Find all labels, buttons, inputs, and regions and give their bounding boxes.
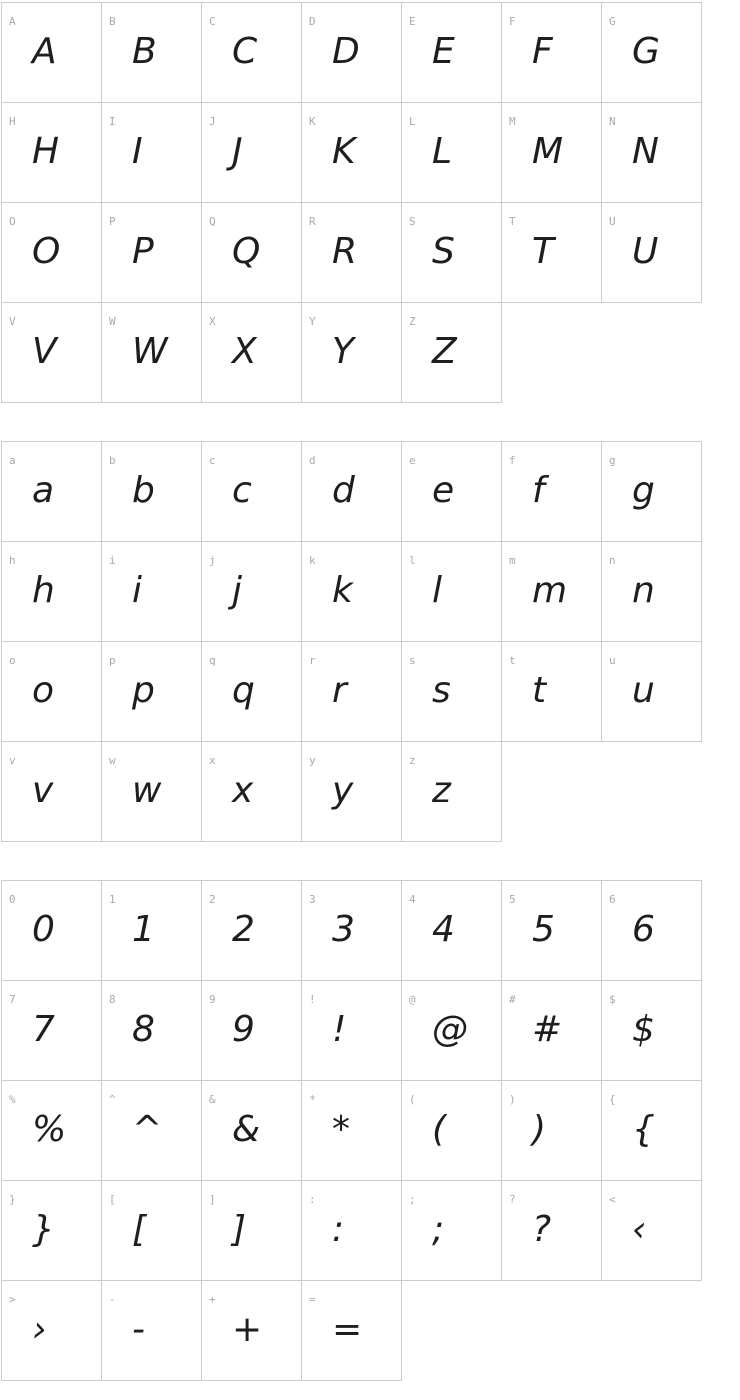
char-code-label: % — [9, 1093, 16, 1106]
char-code-label: f — [509, 454, 516, 467]
char-glyph: H — [32, 130, 60, 172]
char-code-label: 3 — [309, 893, 316, 906]
char-code-label: 9 — [209, 993, 216, 1006]
char-code-label: h — [9, 554, 16, 567]
char-code-label: z — [409, 754, 416, 767]
char-code-label: y — [309, 754, 316, 767]
char-glyph: o — [32, 669, 55, 711]
char-code-label: K — [309, 115, 316, 128]
charmap-row — [2, 3, 702, 103]
char-cell — [602, 1081, 702, 1181]
char-cell — [2, 1181, 102, 1281]
lowercase-letters-table — [1, 441, 702, 842]
char-cell — [602, 542, 702, 642]
char-glyph: p — [132, 669, 155, 711]
char-cell — [502, 442, 602, 542]
char-glyph: 6 — [632, 908, 655, 950]
char-code-label: W — [109, 315, 116, 328]
char-code-label: r — [309, 654, 316, 667]
char-glyph: + — [232, 1308, 263, 1350]
char-cell — [2, 881, 102, 981]
char-glyph: ] — [232, 1208, 247, 1250]
char-cell — [2, 442, 102, 542]
charmap-row — [2, 442, 702, 542]
char-code-label: Z — [409, 315, 416, 328]
char-code-label: q — [209, 654, 216, 667]
charmap-row — [2, 103, 702, 203]
char-code-label: ( — [409, 1093, 416, 1106]
char-code-label: d — [309, 454, 316, 467]
char-code-label: n — [609, 554, 616, 567]
char-code-label: V — [9, 315, 16, 328]
char-cell — [502, 1081, 602, 1181]
char-cell — [502, 881, 602, 981]
char-cell — [502, 103, 602, 203]
char-cell — [302, 542, 402, 642]
char-code-label: G — [609, 15, 616, 28]
char-cell — [402, 3, 502, 103]
char-code-label: X — [209, 315, 216, 328]
char-cell — [302, 1281, 402, 1381]
char-cell — [302, 303, 402, 403]
char-code-label: k — [309, 554, 316, 567]
char-glyph: U — [632, 230, 659, 272]
char-cell — [202, 542, 302, 642]
char-cell — [2, 203, 102, 303]
char-glyph: s — [432, 669, 451, 711]
char-code-label: a — [9, 454, 16, 467]
char-code-label: w — [109, 754, 116, 767]
char-glyph: Z — [432, 330, 457, 372]
char-cell — [302, 1081, 402, 1181]
char-glyph: Y — [332, 330, 354, 372]
char-cell — [602, 103, 702, 203]
char-glyph: & — [232, 1108, 261, 1150]
char-cell — [402, 203, 502, 303]
char-code-label: 5 — [509, 893, 516, 906]
char-code-label: 7 — [9, 993, 16, 1006]
char-code-label: > — [9, 1293, 16, 1306]
char-glyph: J — [232, 130, 243, 172]
char-glyph: t — [532, 669, 547, 711]
char-code-label: x — [209, 754, 216, 767]
char-cell — [502, 203, 602, 303]
char-cell — [602, 881, 702, 981]
char-code-label: 4 — [409, 893, 416, 906]
char-glyph: M — [532, 130, 564, 172]
char-cell — [202, 981, 302, 1081]
char-code-label: Y — [309, 315, 316, 328]
char-code-label: b — [109, 454, 116, 467]
char-glyph: ) — [532, 1108, 547, 1150]
char-cell — [302, 642, 402, 742]
char-cell — [202, 642, 302, 742]
char-cell — [202, 103, 302, 203]
char-cell — [102, 1081, 202, 1181]
charmap-row — [2, 981, 702, 1081]
char-code-label: ; — [409, 1193, 416, 1206]
charmap-row — [2, 542, 702, 642]
char-glyph: R — [332, 230, 358, 272]
char-glyph: P — [132, 230, 154, 272]
char-code-label: 0 — [9, 893, 16, 906]
char-cell — [402, 542, 502, 642]
char-glyph: I — [132, 130, 143, 172]
char-cell — [202, 1081, 302, 1181]
char-cell — [102, 1281, 202, 1381]
char-code-label: P — [109, 215, 116, 228]
char-code-label: l — [409, 554, 416, 567]
char-code-label: $ — [609, 993, 616, 1006]
char-code-label: [ — [109, 1193, 116, 1206]
char-cell — [402, 981, 502, 1081]
char-cell — [302, 442, 402, 542]
char-glyph: { — [632, 1108, 655, 1150]
char-code-label: t — [509, 654, 516, 667]
char-cell — [602, 203, 702, 303]
char-glyph: 5 — [532, 908, 555, 950]
char-cell — [102, 203, 202, 303]
char-glyph: B — [132, 30, 157, 72]
char-code-label: 1 — [109, 893, 116, 906]
char-glyph: g — [632, 469, 655, 511]
char-cell — [302, 881, 402, 981]
char-glyph: ‹ — [632, 1208, 647, 1250]
char-code-label: Q — [209, 215, 216, 228]
char-glyph: y — [332, 769, 354, 811]
char-glyph: m — [532, 569, 568, 611]
char-glyph: D — [332, 30, 360, 72]
char-cell — [402, 442, 502, 542]
char-cell — [102, 642, 202, 742]
char-glyph: f — [532, 469, 545, 511]
char-code-label: * — [309, 1093, 316, 1106]
char-glyph: 1 — [132, 908, 155, 950]
charmap-row — [2, 742, 702, 842]
char-code-label: 2 — [209, 893, 216, 906]
char-glyph: G — [632, 30, 660, 72]
char-glyph: L — [432, 130, 453, 172]
char-cell — [302, 3, 402, 103]
char-cell — [202, 1281, 302, 1381]
char-code-label: S — [409, 215, 416, 228]
char-glyph: * — [332, 1108, 350, 1150]
char-cell — [202, 303, 302, 403]
char-code-label: @ — [409, 993, 416, 1006]
charmap-row — [2, 303, 702, 403]
char-cell — [502, 642, 602, 742]
char-cell — [302, 981, 402, 1081]
char-glyph: 7 — [32, 1008, 55, 1050]
char-glyph: j — [232, 569, 243, 611]
char-glyph: x — [232, 769, 254, 811]
char-code-label: U — [609, 215, 616, 228]
char-cell — [502, 1181, 602, 1281]
char-glyph: - — [132, 1308, 145, 1350]
char-cell — [402, 642, 502, 742]
char-glyph: 4 — [432, 908, 455, 950]
char-glyph: } — [32, 1208, 55, 1250]
char-code-label: : — [309, 1193, 316, 1206]
char-cell — [402, 742, 502, 842]
char-glyph: K — [332, 130, 356, 172]
char-code-label: i — [109, 554, 116, 567]
char-code-label: + — [209, 1293, 216, 1306]
char-glyph: q — [232, 669, 255, 711]
char-cell — [102, 303, 202, 403]
char-code-label: { — [609, 1093, 616, 1106]
char-glyph: : — [332, 1208, 345, 1250]
char-code-label: J — [209, 115, 216, 128]
char-glyph: V — [32, 330, 57, 372]
charmap-row — [2, 1181, 702, 1281]
char-cell — [202, 3, 302, 103]
charmap-row — [2, 203, 702, 303]
char-cell — [402, 103, 502, 203]
char-code-label: C — [209, 15, 216, 28]
charmap-row — [2, 881, 702, 981]
char-glyph: b — [132, 469, 155, 511]
char-code-label: ^ — [109, 1093, 116, 1106]
char-cell — [202, 1181, 302, 1281]
char-glyph: ( — [432, 1108, 447, 1150]
char-code-label: T — [509, 215, 516, 228]
char-cell — [402, 881, 502, 981]
char-code-label: L — [409, 115, 416, 128]
char-code-label: 8 — [109, 993, 116, 1006]
char-glyph: a — [32, 469, 55, 511]
char-code-label: O — [9, 215, 16, 228]
char-cell — [2, 1281, 102, 1381]
char-glyph: @ — [432, 1008, 468, 1050]
char-cell — [602, 1181, 702, 1281]
char-cell — [102, 542, 202, 642]
char-glyph: w — [132, 769, 162, 811]
char-code-label: ) — [509, 1093, 516, 1106]
char-glyph: › — [32, 1308, 47, 1350]
char-glyph: h — [32, 569, 55, 611]
char-code-label: = — [309, 1293, 316, 1306]
char-code-label: M — [509, 115, 516, 128]
char-code-label: } — [9, 1193, 16, 1206]
char-glyph: Q — [232, 230, 261, 272]
char-cell — [302, 1181, 402, 1281]
char-glyph: 8 — [132, 1008, 155, 1050]
char-code-label: ? — [509, 1193, 516, 1206]
char-glyph: W — [132, 330, 168, 372]
char-cell — [202, 442, 302, 542]
char-glyph: 9 — [232, 1008, 255, 1050]
char-code-label: o — [9, 654, 16, 667]
char-cell — [602, 3, 702, 103]
char-glyph: u — [632, 669, 655, 711]
char-cell — [402, 303, 502, 403]
char-glyph: % — [32, 1108, 67, 1150]
char-cell — [2, 542, 102, 642]
charmap-row — [2, 1281, 702, 1381]
char-cell — [602, 642, 702, 742]
char-glyph: O — [32, 230, 61, 272]
char-glyph: l — [432, 569, 443, 611]
char-code-label: v — [9, 754, 16, 767]
digits-and-symbols-table — [1, 880, 702, 1381]
char-glyph: 2 — [232, 908, 255, 950]
char-cell — [102, 742, 202, 842]
char-glyph: = — [332, 1308, 363, 1350]
char-code-label: N — [609, 115, 616, 128]
char-cell — [202, 742, 302, 842]
char-code-label: D — [309, 15, 316, 28]
char-glyph: E — [432, 30, 455, 72]
char-cell — [2, 981, 102, 1081]
char-glyph: F — [532, 30, 553, 72]
char-glyph: A — [32, 30, 57, 72]
char-glyph: 3 — [332, 908, 355, 950]
char-code-label: m — [509, 554, 516, 567]
char-code-label: E — [409, 15, 416, 28]
char-cell — [2, 1081, 102, 1181]
char-code-label: - — [109, 1293, 116, 1306]
char-code-label: u — [609, 654, 616, 667]
char-cell — [2, 742, 102, 842]
char-glyph: c — [232, 469, 252, 511]
char-code-label: j — [209, 554, 216, 567]
char-glyph: ^ — [132, 1108, 163, 1150]
char-glyph: ! — [332, 1008, 347, 1050]
char-glyph: X — [232, 330, 257, 372]
char-glyph: N — [632, 130, 659, 172]
char-cell — [2, 303, 102, 403]
char-glyph: S — [432, 230, 455, 272]
char-cell — [2, 642, 102, 742]
charmap-row — [2, 1081, 702, 1181]
char-code-label: I — [109, 115, 116, 128]
char-code-label: ] — [209, 1193, 216, 1206]
char-code-label: c — [209, 454, 216, 467]
char-glyph: i — [132, 569, 143, 611]
char-glyph: d — [332, 469, 355, 511]
char-code-label: p — [109, 654, 116, 667]
char-cell — [302, 203, 402, 303]
char-code-label: ! — [309, 993, 316, 1006]
char-glyph: n — [632, 569, 655, 611]
char-glyph: 0 — [32, 908, 55, 950]
char-glyph: # — [532, 1008, 563, 1050]
char-glyph: e — [432, 469, 455, 511]
char-code-label: A — [9, 15, 16, 28]
char-code-label: < — [609, 1193, 616, 1206]
char-code-label: & — [209, 1093, 216, 1106]
char-code-label: # — [509, 993, 516, 1006]
char-cell — [2, 3, 102, 103]
char-cell — [102, 103, 202, 203]
char-cell — [102, 3, 202, 103]
char-code-label: R — [309, 215, 316, 228]
char-code-label: s — [409, 654, 416, 667]
uppercase-letters-table — [1, 2, 702, 403]
char-glyph: ; — [432, 1208, 445, 1250]
char-cell — [102, 1181, 202, 1281]
char-glyph: ? — [532, 1208, 552, 1250]
char-code-label: g — [609, 454, 616, 467]
char-glyph: r — [332, 669, 347, 711]
charmap-row — [2, 642, 702, 742]
char-glyph: [ — [132, 1208, 147, 1250]
char-cell — [2, 103, 102, 203]
char-cell — [402, 1181, 502, 1281]
char-cell — [402, 1081, 502, 1181]
char-glyph: T — [532, 230, 554, 272]
char-cell — [102, 442, 202, 542]
char-cell — [302, 742, 402, 842]
char-cell — [502, 981, 602, 1081]
char-cell — [102, 881, 202, 981]
char-cell — [602, 981, 702, 1081]
char-code-label: F — [509, 15, 516, 28]
char-cell — [602, 442, 702, 542]
char-glyph: $ — [632, 1008, 655, 1050]
char-cell — [302, 103, 402, 203]
char-glyph: C — [232, 30, 258, 72]
char-glyph: k — [332, 569, 353, 611]
char-code-label: 6 — [609, 893, 616, 906]
char-glyph: v — [32, 769, 54, 811]
char-cell — [102, 981, 202, 1081]
char-cell — [502, 542, 602, 642]
char-code-label: e — [409, 454, 416, 467]
char-code-label: H — [9, 115, 16, 128]
char-cell — [202, 203, 302, 303]
char-glyph: z — [432, 769, 451, 811]
char-cell — [502, 3, 602, 103]
char-cell — [202, 881, 302, 981]
char-code-label: B — [109, 15, 116, 28]
